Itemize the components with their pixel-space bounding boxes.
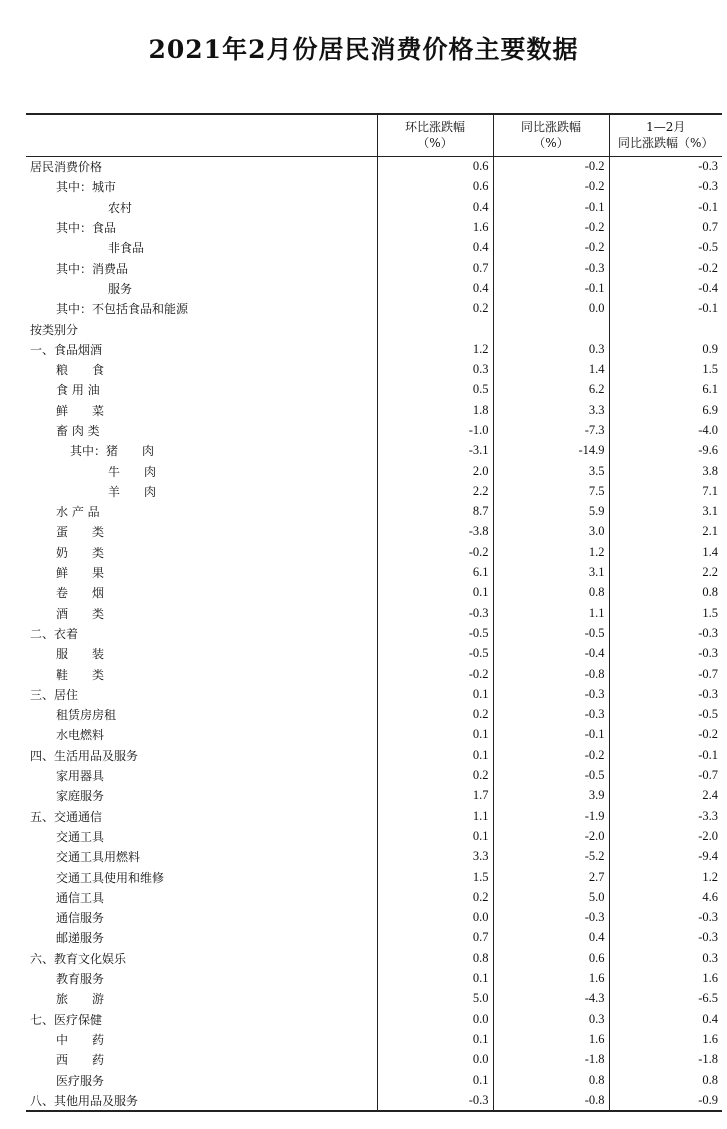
row-ytd-value: 4.6 (609, 887, 722, 907)
row-yoy-value: -0.3 (493, 258, 609, 278)
row-ytd-value: -9.6 (609, 441, 722, 461)
row-ytd-value: 0.4 (609, 1009, 722, 1029)
table-row (26, 502, 722, 522)
table-row (26, 1090, 722, 1111)
row-ytd-value: -0.3 (609, 177, 722, 197)
row-mom-value: 0.3 (377, 359, 493, 379)
row-label: 家庭服务 (56, 789, 105, 804)
table-row (26, 928, 722, 948)
table-row (26, 522, 722, 542)
row-yoy-value: 5.9 (493, 502, 609, 522)
row-ytd-value: -0.3 (609, 907, 722, 927)
row-yoy-value: -5.2 (493, 847, 609, 867)
row-mom-value: 0.1 (377, 725, 493, 745)
table-row (26, 339, 722, 359)
row-mom-value: 1.1 (377, 806, 493, 826)
row-label: 六、教育文化娱乐 (30, 951, 127, 966)
row-label: 其中：猪 肉 (70, 444, 155, 459)
row-ytd-value: -1.8 (609, 1050, 722, 1070)
row-yoy-value: -7.3 (493, 420, 609, 440)
row-yoy-value: 3.5 (493, 461, 609, 481)
row-yoy-value: 7.5 (493, 481, 609, 501)
row-yoy-value: -0.2 (493, 238, 609, 258)
row-ytd-value: -4.0 (609, 420, 722, 440)
row-mom-value: 0.1 (377, 583, 493, 603)
row-label: 二、衣着 (30, 626, 79, 641)
row-ytd-value: 3.1 (609, 502, 722, 522)
row-label: 五、交通通信 (30, 809, 103, 824)
row-label: 其中：消费品 (56, 261, 129, 276)
row-mom-value: 0.2 (377, 887, 493, 907)
row-mom-value: -3.8 (377, 522, 493, 542)
table-row (26, 258, 722, 278)
table-row (26, 765, 722, 785)
row-label: 一、食品烟酒 (30, 342, 103, 357)
table-row (26, 481, 722, 501)
row-label: 交通工具 (56, 829, 105, 844)
row-yoy-value: -0.8 (493, 1090, 609, 1111)
row-ytd-value: -0.2 (609, 258, 722, 278)
row-yoy-value: -4.3 (493, 989, 609, 1009)
row-label: 卷 烟 (56, 586, 105, 601)
row-label: 八、其他用品及服务 (26, 1090, 377, 1111)
table-row (26, 847, 722, 867)
row-yoy-value: 0.3 (493, 1009, 609, 1029)
row-ytd-value: -0.4 (609, 278, 722, 298)
row-label: 医疗服务 (56, 1073, 105, 1088)
row-yoy-value: -0.5 (493, 765, 609, 785)
row-mom-value: 0.0 (377, 1050, 493, 1070)
row-yoy-value: 1.4 (493, 359, 609, 379)
row-yoy-value: -0.3 (493, 907, 609, 927)
row-mom-value: 2.2 (377, 481, 493, 501)
row-yoy-value: -0.2 (493, 217, 609, 237)
row-ytd-value: 1.6 (609, 968, 722, 988)
row-ytd-value: -2.0 (609, 826, 722, 846)
table-row (26, 380, 722, 400)
row-mom-value: 0.1 (377, 826, 493, 846)
row-label: 水电燃料 (56, 728, 105, 743)
row-ytd-value: -0.5 (609, 238, 722, 258)
table-row (26, 1050, 722, 1070)
table-row (26, 420, 722, 440)
row-label: 交通工具用燃料 (56, 850, 141, 865)
table-row (26, 461, 722, 481)
row-label: 邮递服务 (56, 931, 105, 946)
row-yoy-value: -0.3 (493, 684, 609, 704)
table-row (26, 623, 722, 643)
row-yoy-value: 3.0 (493, 522, 609, 542)
header-ytd: 1—2月 同比涨跌幅（%） (609, 114, 722, 156)
row-label: 酒 类 (56, 606, 105, 621)
row-mom-value: 1.7 (377, 786, 493, 806)
table-row (26, 197, 722, 217)
table-row (26, 867, 722, 887)
table-row (26, 1070, 722, 1090)
table-row (26, 177, 722, 197)
row-label: 四、生活用品及服务 (30, 748, 139, 763)
row-mom-value: 1.6 (377, 217, 493, 237)
row-mom-value: 1.5 (377, 867, 493, 887)
row-yoy-value: 0.0 (493, 299, 609, 319)
row-mom-value: 0.1 (377, 684, 493, 704)
row-ytd-value: -9.4 (609, 847, 722, 867)
table-row (26, 1009, 722, 1029)
row-mom-value: 0.4 (377, 278, 493, 298)
row-ytd-value: 1.4 (609, 542, 722, 562)
row-yoy-value: 3.1 (493, 562, 609, 582)
row-ytd-value: 7.1 (609, 481, 722, 501)
row-label: 服 装 (56, 647, 105, 662)
row-yoy-value: -0.2 (493, 177, 609, 197)
row-ytd-value: 1.2 (609, 867, 722, 887)
row-mom-value: -3.1 (377, 441, 493, 461)
row-label: 其中：食品 (56, 221, 117, 236)
row-ytd-value: 1.5 (609, 603, 722, 623)
row-yoy-value: -14.9 (493, 441, 609, 461)
table-row (26, 664, 722, 684)
header-category (26, 114, 377, 156)
row-ytd-value: -0.9 (609, 1090, 722, 1111)
row-mom-value: -0.3 (377, 603, 493, 623)
row-label: 旅 游 (56, 992, 105, 1007)
row-mom-value: -1.0 (377, 420, 493, 440)
table-row (26, 644, 722, 664)
row-ytd-value: -0.1 (609, 745, 722, 765)
row-ytd-value: -0.1 (609, 197, 722, 217)
row-mom-value: 0.0 (377, 1009, 493, 1029)
row-yoy-value: 1.1 (493, 603, 609, 623)
row-yoy-value: 0.8 (493, 1070, 609, 1090)
row-label: 交通工具使用和维修 (56, 870, 165, 885)
row-label: 家用器具 (56, 769, 105, 784)
row-label: 粮 食 (56, 363, 105, 378)
row-mom-value: 0.2 (377, 299, 493, 319)
row-ytd-value: 1.6 (609, 1029, 722, 1049)
table-row (26, 948, 722, 968)
row-mom-value: 0.1 (377, 1029, 493, 1049)
row-ytd-value: -0.2 (609, 725, 722, 745)
row-yoy-value: 0.3 (493, 339, 609, 359)
row-ytd-value: 0.8 (609, 1070, 722, 1090)
row-label: 其中：城市 (56, 180, 117, 195)
row-label: 食 用 油 (56, 383, 100, 398)
row-label: 教育服务 (56, 972, 105, 987)
row-label: 按类别分 (30, 322, 79, 337)
row-yoy-value: -0.3 (493, 705, 609, 725)
row-mom-value: 0.0 (377, 907, 493, 927)
row-label: 通信工具 (56, 890, 105, 905)
row-ytd-value: 0.8 (609, 583, 722, 603)
row-yoy-value: -0.2 (493, 745, 609, 765)
row-mom-value: 0.5 (377, 380, 493, 400)
row-mom-value: 0.8 (377, 948, 493, 968)
row-yoy-value: -0.5 (493, 623, 609, 643)
row-yoy-value: -1.8 (493, 1050, 609, 1070)
row-mom-value: -0.5 (377, 623, 493, 643)
row-label: 西 药 (56, 1053, 105, 1068)
cpi-table (26, 113, 722, 1112)
row-mom-value: 0.7 (377, 928, 493, 948)
row-label: 非食品 (108, 241, 145, 256)
row-ytd-value: 2.1 (609, 522, 722, 542)
row-yoy-value: 2.7 (493, 867, 609, 887)
row-ytd-value: -6.5 (609, 989, 722, 1009)
header-yoy: 同比涨跌幅 （%） (493, 114, 609, 156)
row-ytd-value: -0.3 (609, 928, 722, 948)
row-yoy-value: -0.1 (493, 725, 609, 745)
row-ytd-value: -0.3 (609, 156, 722, 177)
row-ytd-value: 0.7 (609, 217, 722, 237)
row-ytd-value: -0.7 (609, 664, 722, 684)
row-yoy-value: 0.6 (493, 948, 609, 968)
table-row (26, 156, 722, 177)
row-label: 水 产 品 (56, 505, 100, 520)
row-ytd-value: -3.3 (609, 806, 722, 826)
row-ytd-value (609, 319, 722, 339)
table-row (26, 1029, 722, 1049)
row-yoy-value: -0.2 (493, 156, 609, 177)
row-mom-value: 1.2 (377, 339, 493, 359)
table-row (26, 725, 722, 745)
row-mom-value: 0.2 (377, 765, 493, 785)
row-label: 羊 肉 (108, 484, 157, 499)
row-mom-value: 1.8 (377, 400, 493, 420)
row-mom-value: -0.2 (377, 664, 493, 684)
row-label: 鞋 类 (56, 667, 105, 682)
row-ytd-value: -0.3 (609, 684, 722, 704)
table-row (26, 907, 722, 927)
row-yoy-value: -0.8 (493, 664, 609, 684)
row-mom-value: 0.7 (377, 258, 493, 278)
row-mom-value: -0.3 (377, 1090, 493, 1111)
table-row (26, 989, 722, 1009)
row-ytd-value: 1.5 (609, 359, 722, 379)
table-row (26, 400, 722, 420)
table-row (26, 278, 722, 298)
table-row (26, 319, 722, 339)
table-row (26, 806, 722, 826)
table-row (26, 217, 722, 237)
row-label: 其中：不包括食品和能源 (56, 302, 189, 317)
row-mom-value: 0.6 (377, 156, 493, 177)
row-label: 鲜 菜 (56, 403, 105, 418)
row-label: 服务 (108, 281, 133, 296)
row-yoy-value (493, 319, 609, 339)
row-mom-value: 6.1 (377, 562, 493, 582)
row-yoy-value: -2.0 (493, 826, 609, 846)
table-row (26, 359, 722, 379)
row-ytd-value: 6.9 (609, 400, 722, 420)
row-label: 七、医疗保健 (30, 1012, 103, 1027)
row-label: 中 药 (56, 1032, 105, 1047)
table-body (26, 156, 722, 1111)
row-mom-value: -0.2 (377, 542, 493, 562)
row-ytd-value: 3.8 (609, 461, 722, 481)
row-ytd-value: -0.3 (609, 623, 722, 643)
header-mom: 环比涨跌幅 （%） (377, 114, 493, 156)
table-row (26, 441, 722, 461)
row-yoy-value: -0.1 (493, 197, 609, 217)
row-yoy-value: 5.0 (493, 887, 609, 907)
row-label: 租赁房房租 (56, 708, 117, 723)
table-row (26, 705, 722, 725)
row-mom-value: 0.6 (377, 177, 493, 197)
row-mom-value: 3.3 (377, 847, 493, 867)
row-mom-value: -0.5 (377, 644, 493, 664)
row-yoy-value: 6.2 (493, 380, 609, 400)
table-row (26, 968, 722, 988)
page-title: 2021年2月份居民消费价格主要数据 (148, 35, 579, 64)
table-row (26, 562, 722, 582)
row-label: 通信服务 (56, 911, 105, 926)
row-yoy-value: 1.6 (493, 968, 609, 988)
table-row (26, 786, 722, 806)
row-label: 畜 肉 类 (56, 424, 100, 438)
table-header (26, 114, 722, 156)
row-yoy-value: 0.8 (493, 583, 609, 603)
table-row (26, 238, 722, 258)
table-row (26, 826, 722, 846)
row-ytd-value: -0.1 (609, 299, 722, 319)
row-mom-value (377, 319, 493, 339)
row-mom-value: 2.0 (377, 461, 493, 481)
row-label: 牛 肉 (108, 464, 157, 479)
row-ytd-value: 2.4 (609, 786, 722, 806)
row-mom-value: 0.4 (377, 238, 493, 258)
row-mom-value: 0.1 (377, 745, 493, 765)
table-row (26, 583, 722, 603)
row-yoy-value: -0.4 (493, 644, 609, 664)
row-yoy-value: 1.2 (493, 542, 609, 562)
row-label: 农村 (108, 200, 133, 215)
row-ytd-value: 2.2 (609, 562, 722, 582)
table-row (26, 542, 722, 562)
row-label: 鲜 果 (56, 566, 105, 581)
table-row (26, 887, 722, 907)
table-row (26, 745, 722, 765)
row-yoy-value: 3.9 (493, 786, 609, 806)
row-mom-value: 0.1 (377, 1070, 493, 1090)
row-ytd-value: -0.3 (609, 644, 722, 664)
row-mom-value: 0.2 (377, 705, 493, 725)
row-ytd-value: -0.5 (609, 705, 722, 725)
row-label: 三、居住 (30, 687, 79, 702)
row-yoy-value: 0.4 (493, 928, 609, 948)
table-row (26, 299, 722, 319)
row-ytd-value: 0.9 (609, 339, 722, 359)
row-label: 居民消费价格 (30, 160, 103, 175)
table-row (26, 603, 722, 623)
row-label: 蛋 类 (56, 525, 105, 540)
row-yoy-value: 3.3 (493, 400, 609, 420)
table-row (26, 684, 722, 704)
row-ytd-value: -0.7 (609, 765, 722, 785)
row-ytd-value: 6.1 (609, 380, 722, 400)
row-mom-value: 5.0 (377, 989, 493, 1009)
row-yoy-value: 1.6 (493, 1029, 609, 1049)
row-mom-value: 8.7 (377, 502, 493, 522)
row-yoy-value: -1.9 (493, 806, 609, 826)
row-label: 奶 类 (56, 545, 105, 560)
row-ytd-value: 0.3 (609, 948, 722, 968)
row-mom-value: 0.4 (377, 197, 493, 217)
row-yoy-value: -0.1 (493, 278, 609, 298)
row-mom-value: 0.1 (377, 968, 493, 988)
